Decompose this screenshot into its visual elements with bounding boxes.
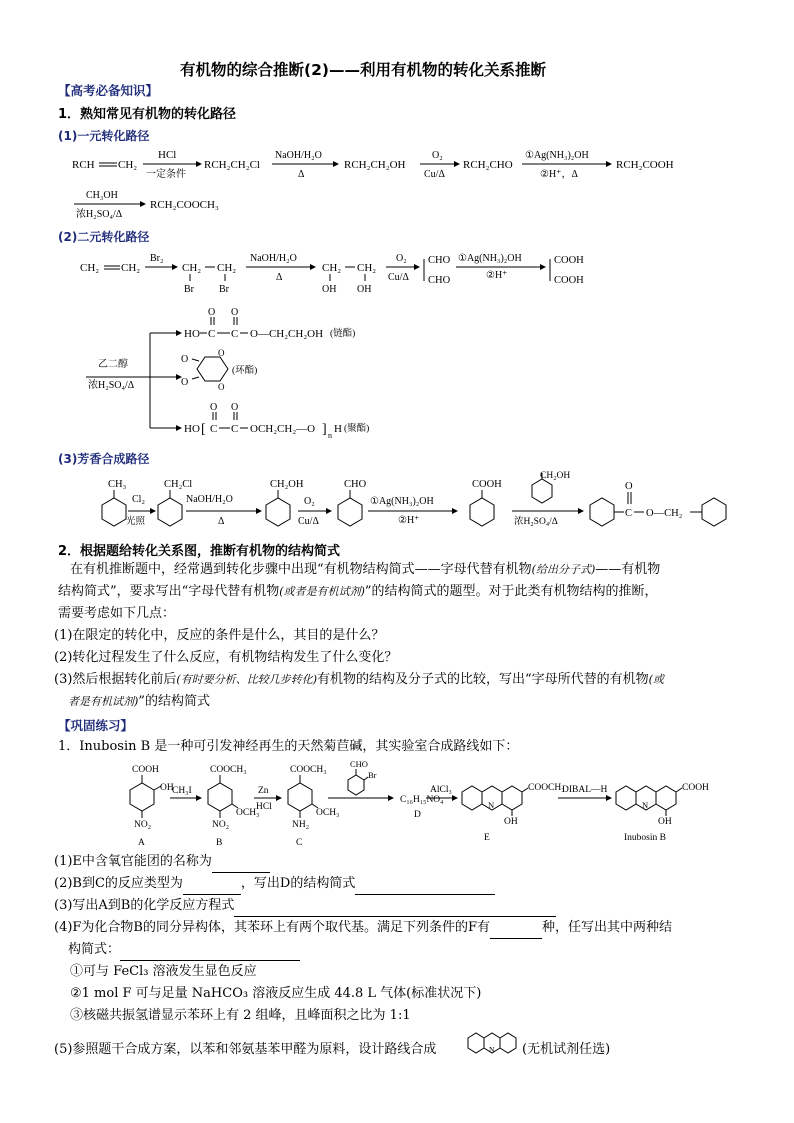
- c3-a3-bot: Cu/Δ: [298, 516, 319, 527]
- p3-note: (聚酯): [344, 424, 370, 434]
- p3-o2: O: [231, 402, 239, 413]
- p1-ho: HO: [184, 328, 200, 340]
- page-title: 有机物的综合推断(2)——利用有机物的转化关系推断: [180, 61, 546, 79]
- ring-ester-left: [590, 498, 614, 526]
- c3-a4-bot: ②H⁺: [398, 515, 420, 526]
- ald-cho: CHO: [350, 760, 368, 769]
- c1-a3-bot: Cu/Δ: [424, 169, 445, 180]
- para-line-1: 在有机推断题中，经常遇到转化步骤中出现“有机物结构简式——字母代替有机物(给出分子式)——有机物: [70, 562, 661, 577]
- para-line-2: 结构简式”，要求写出“字母代替有机物(或者是有机试剂)”的结构简式的题型。对于此类有机物结构的推断，: [58, 584, 658, 599]
- D-label: D: [414, 810, 421, 820]
- E-oh: OH: [504, 817, 518, 827]
- c2-a3-bot: Cu/Δ: [388, 272, 409, 283]
- reagent-benzyl-alcohol: [532, 471, 570, 503]
- p3-n: n: [328, 431, 332, 440]
- p1-tail: O—CH₂CH₂OH: [250, 328, 324, 340]
- c3-cho: CHO: [344, 479, 367, 490]
- question-2: (2)B到C的反应类型为 ，写出D的结构简式: [54, 874, 495, 895]
- c3-a2-top: NaOH/H₂O: [186, 494, 233, 505]
- r2-bot: HCl: [256, 802, 272, 812]
- E-cooch3: COOCH₃: [528, 783, 565, 793]
- p3-tail: OCH₂CH₂—O: [250, 423, 316, 435]
- c1-s2: RCH₂CH₂OH: [344, 159, 406, 171]
- c2-br-a: Br: [184, 284, 194, 295]
- F-label: Inubosin B: [624, 833, 666, 843]
- c2-a2-bot: Δ: [276, 272, 283, 283]
- c1-a3-top: O₂: [432, 150, 443, 161]
- answer-blank-1[interactable]: [212, 852, 270, 873]
- p2-o2: O: [181, 377, 189, 388]
- c1-a5-top: CH₃OH: [86, 190, 118, 201]
- ring-ester-right: [702, 498, 726, 526]
- A-oh: OH: [160, 783, 174, 793]
- c3-ch2cl: CH₂Cl: [164, 479, 193, 490]
- problem-intro: 1．Inubosin B 是一种可引发神经再生的天然菊苣碱，其实验室合成路线如下：: [58, 739, 519, 754]
- c2-a4-bot: ②H⁺: [486, 270, 508, 281]
- question-5: (5)参照题干合成方案，以苯和邻氨基苯甲醛为原料，设计路线合成: [54, 1042, 437, 1057]
- c1-a4-top: ①Ag(NH₃)₂OH: [525, 150, 589, 161]
- c1-a1-top: HCl: [158, 149, 177, 161]
- c1-s1: RCH₂CH₂Cl: [204, 159, 260, 171]
- c2-branch-bot: 浓H₂SO₄/Δ: [88, 380, 135, 391]
- p2-o3: O: [218, 348, 225, 358]
- c1-s5: RCH₂COOCH₃: [150, 199, 219, 211]
- c1-a2-top: NaOH/H₂O: [275, 150, 322, 161]
- answer-blank-3[interactable]: [234, 896, 556, 917]
- C-label: C: [296, 838, 303, 848]
- para-line-3: 需要考虑如下几点：: [58, 606, 176, 621]
- c2-br-b: Br: [219, 284, 229, 295]
- c2-a1-top: Br₂: [150, 253, 164, 264]
- c2-cooh-b: COOH: [554, 275, 584, 286]
- ald-br: Br: [368, 770, 377, 780]
- heading-1-1: (1)一元转化路径: [58, 129, 150, 143]
- A-cooh: COOH: [132, 765, 159, 775]
- answer-blank-4a[interactable]: [490, 918, 542, 939]
- c3-a5-bot: 浓H₂SO₄/Δ: [514, 517, 558, 527]
- A-no2: NO₂: [134, 820, 152, 830]
- E-label: E: [484, 833, 490, 843]
- heading-1-3: (3)芳香合成路径: [58, 452, 150, 466]
- c1-a5-bot: 浓H₂SO₄/Δ: [76, 209, 123, 220]
- c2-ch2-c: CH₂: [322, 262, 342, 274]
- C-cooch3: COOCH₃: [290, 765, 327, 775]
- p2-note: (环酯): [232, 366, 258, 376]
- acridine-structure: [464, 1030, 524, 1058]
- p3-ho: HO: [184, 423, 200, 435]
- section-knowledge: 【高考必备知识】: [58, 83, 159, 98]
- c3-ch2oh: CH₂OH: [270, 479, 304, 490]
- answer-blank-4b[interactable]: [120, 940, 300, 961]
- c1-s4: RCH₂COOH: [616, 159, 674, 171]
- B-och3: OCH₃: [236, 808, 260, 818]
- c2-a3-top: O₂: [396, 253, 407, 264]
- p3-c2: C: [231, 423, 239, 435]
- c2-oh-a: OH: [322, 284, 337, 295]
- c2-eq: CH₂: [121, 262, 141, 274]
- chain3-diagram: [0, 462, 794, 540]
- condition-2: ②1 mol F 可与足量 NaHCO₃ 溶液反应生成 44.8 L 气体(标准状况下): [70, 986, 482, 1001]
- question-4: (4)F为化合物B的同分异构体，其苯环上有两个取代基。满足下列条件的F有 种，任写出其中两种结: [54, 918, 672, 939]
- ring-toluene: [102, 479, 127, 526]
- synthesis-route: [0, 760, 794, 855]
- c2-a2-top: NaOH/H₂O: [250, 253, 297, 264]
- answer-blank-2a[interactable]: [183, 874, 241, 895]
- condition-3: ③核磁共振氢谱显示苯环上有 2 组峰，且峰面积之比为 1:1: [70, 1008, 411, 1023]
- p3-o1: O: [210, 402, 218, 413]
- p1-c2: C: [231, 328, 239, 340]
- p1-c1: C: [208, 328, 216, 340]
- p2-o1: O: [181, 354, 189, 365]
- p1-o2: O: [231, 307, 239, 318]
- r3: AlCl₃: [430, 785, 452, 795]
- para-q4: 者是有机试剂)”的结构简式: [68, 694, 210, 709]
- p3-bracket-r: ]: [322, 422, 327, 437]
- answer-blank-2b[interactable]: [355, 874, 495, 895]
- r2-top: Zn: [258, 786, 269, 796]
- c3-cooh: COOH: [472, 479, 502, 490]
- r4: DIBAL—H: [562, 785, 608, 795]
- c2-branch-top: 乙二醇: [98, 359, 128, 370]
- c3-a3-top: O₂: [304, 496, 315, 507]
- c2-s0: CH₂: [80, 262, 100, 274]
- chain2-diagram: [0, 245, 794, 445]
- ring-benzaldehyde: [338, 479, 367, 526]
- c3-ch3: CH₃: [108, 479, 127, 490]
- question-5-tail: (无机试剂任选): [522, 1042, 611, 1057]
- c3-a2-bot: Δ: [218, 516, 225, 527]
- c3-a1-top: Cl₂: [132, 494, 145, 505]
- chain1-diagram: [0, 140, 794, 225]
- c2-a4-top: ①Ag(NH₃)₂OH: [458, 253, 522, 264]
- para-q2: (2)转化过程发生了什么反应，有机物结构发生了什么变化？: [54, 650, 398, 665]
- c2-ch2-b: CH₂: [217, 262, 237, 274]
- condition-1: ①可与 FeCl₃ 溶液发生显色反应: [70, 964, 257, 979]
- p1-note: (链酯): [330, 329, 356, 339]
- heading-1-2: (2)二元转化路径: [58, 230, 150, 244]
- p3-h: H: [334, 423, 342, 435]
- question-4-cont: 构简式：: [68, 940, 300, 961]
- E-n: N: [488, 800, 495, 810]
- F-oh: OH: [658, 817, 672, 827]
- c2-ch2-d: CH₂: [357, 262, 377, 274]
- c3-ester-o: O: [625, 481, 633, 492]
- C-och3: OCH₃: [316, 808, 340, 818]
- heading-2: 2．根据题给转化关系图，推断有机物的结构简式: [58, 544, 341, 559]
- B-cooch3: COOCH₃: [210, 765, 247, 775]
- c1-eq: CH₂: [118, 159, 138, 171]
- c3-ester-tail: O—CH₂: [646, 508, 683, 519]
- section-practice: 【巩固练习】: [58, 718, 134, 733]
- c2-cooh-a: COOH: [554, 255, 584, 266]
- r1: CH₃I: [172, 786, 192, 796]
- c3-a5-top: CH₂OH: [540, 471, 571, 481]
- B-no2: NO₂: [212, 820, 230, 830]
- B-label: B: [216, 838, 223, 848]
- heading-1: 1．熟知常见有机物的转化路径: [58, 107, 237, 122]
- c1-a2-bot: Δ: [298, 169, 305, 180]
- c2-ch2-a: CH₂: [182, 262, 202, 274]
- C-nh2: NH₂: [292, 820, 310, 830]
- F-n: N: [642, 800, 649, 810]
- c1-a1-bot: 一定条件: [146, 169, 186, 180]
- c1-s0: RCH: [72, 159, 95, 171]
- c1-s3: RCH₂CHO: [463, 159, 513, 171]
- p2-o4: O: [218, 382, 225, 392]
- para-q3: (3)然后根据转化前后(有时要分析、比较几步转化)有机物的结构及分子式的比较，写出“字母所代替的有机物(或: [54, 672, 664, 687]
- c3-a1-bot: 光照: [126, 517, 146, 527]
- c2-oh-b: OH: [357, 284, 372, 295]
- c1-a4-bot: ②H⁺，Δ: [540, 169, 578, 180]
- A-label: A: [138, 838, 145, 848]
- p3-bracket-l: [: [201, 422, 206, 437]
- p1-o1: O: [208, 307, 216, 318]
- c2-cho-a: CHO: [428, 255, 451, 266]
- question-3: (3)写出A到B的化学反应方程式: [54, 896, 556, 917]
- para-q1: (1)在限定的转化中，反应的条件是什么，其目的是什么？: [54, 628, 385, 643]
- c3-a4-top: ①Ag(NH₃)₂OH: [370, 496, 434, 507]
- p3-c1: C: [210, 423, 218, 435]
- acridine-n: N: [489, 1045, 495, 1054]
- question-1: (1)E中含氧官能团的名称为: [54, 852, 270, 873]
- ring-benzoic-acid: [470, 479, 502, 526]
- c2-cho-b: CHO: [428, 275, 451, 286]
- c3-ester-c: C: [625, 508, 633, 519]
- D-formula: C₁₆H₁₅NO₄: [400, 795, 444, 805]
- F-cooh: COOH: [682, 783, 709, 793]
